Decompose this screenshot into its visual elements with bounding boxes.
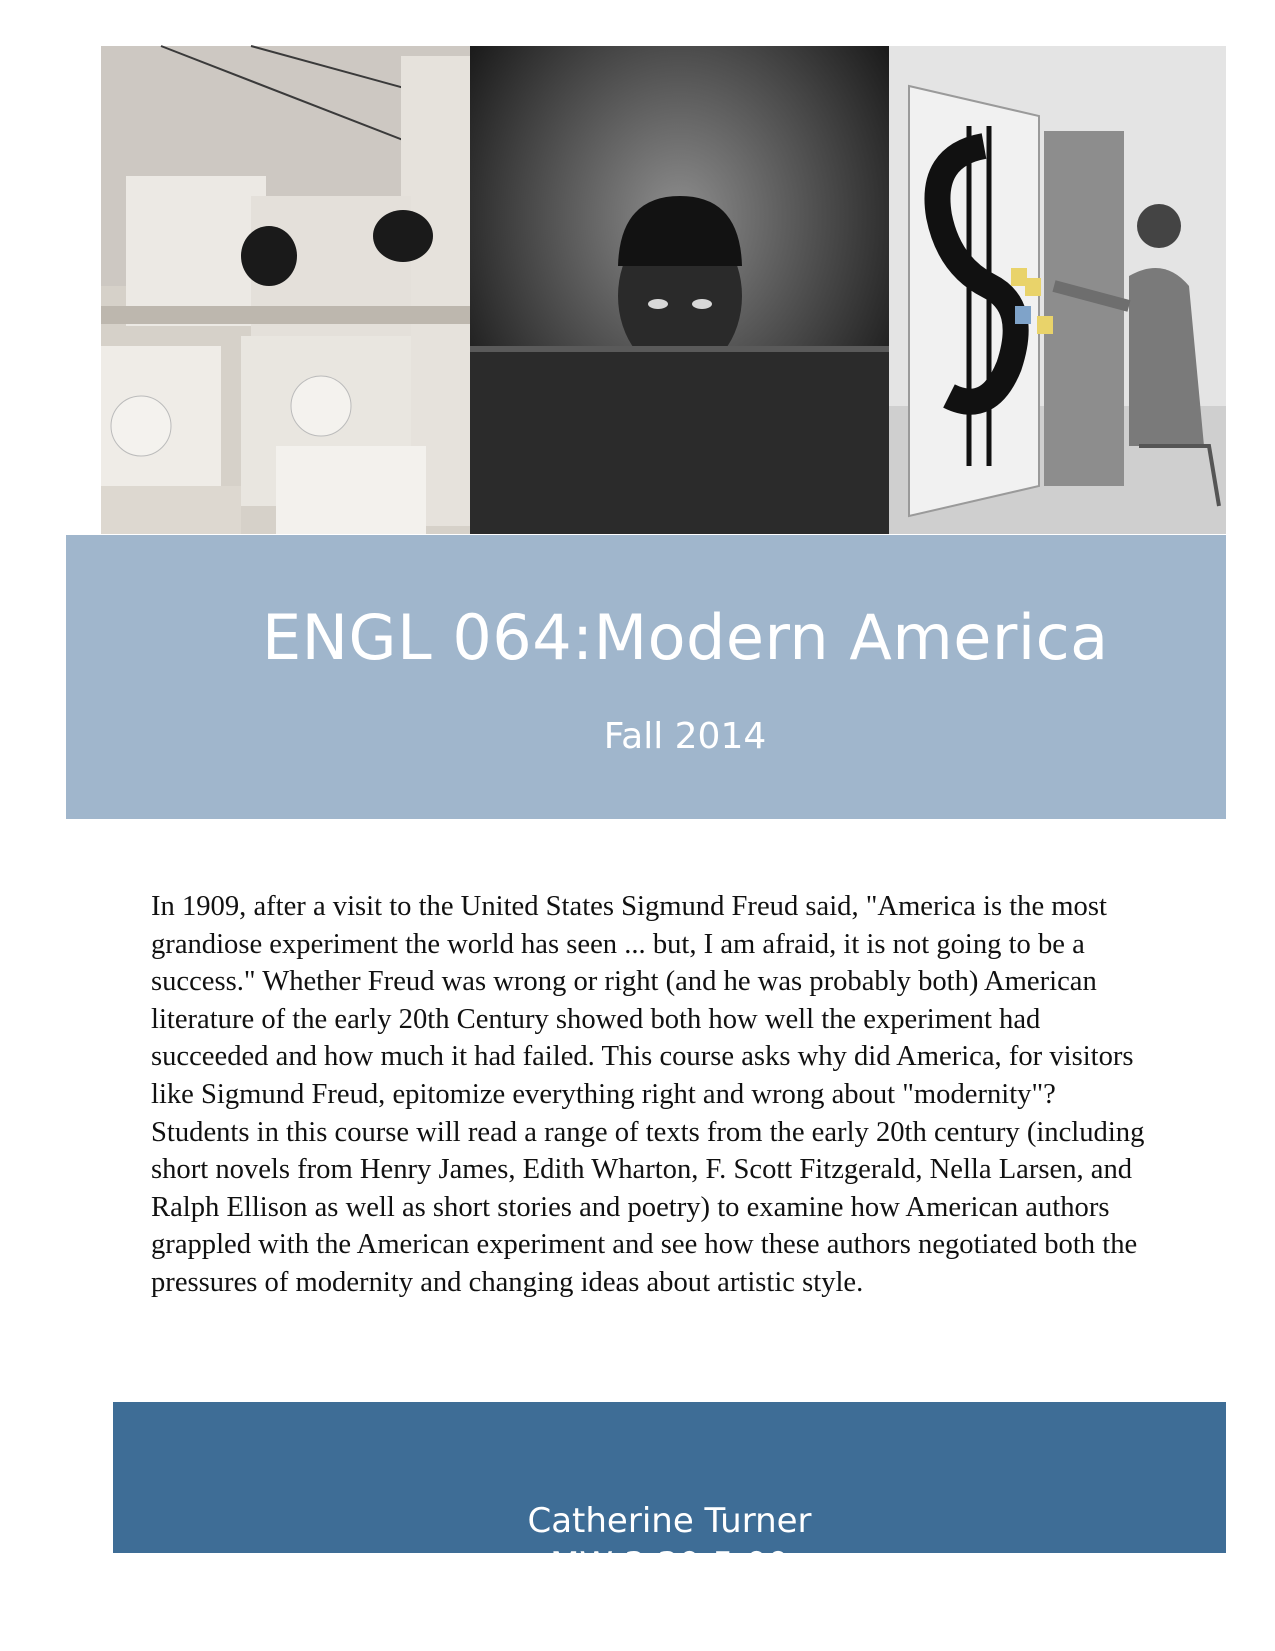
footer-band	[113, 1402, 1226, 1585]
instructor-name: Catherine Turner	[527, 1501, 812, 1541]
class-schedule: MW 3:30-5:00	[550, 1545, 789, 1585]
portrait-photo-image	[470, 46, 889, 534]
gatsby-book-photo-image	[889, 46, 1226, 534]
course-title: ENGL 064:Modern America	[262, 601, 1109, 674]
title-band	[66, 535, 1226, 819]
factory-painting-image	[101, 46, 470, 534]
course-term: Fall 2014	[603, 716, 767, 757]
course-description: In 1909, after a visit to the United States Sigmund Freud said, "America is the most grandiose experiment the world has seen ... but, I am afraid, it is not going to be a success." Whether Freud was wrong or right (and he was probably both) American literature of the early 20th Century showed both how well the experiment had succeeded and how much it had failed. This course asks why did America, for visitors like Sigmund Freud, epitomize everything right and wrong about "modernity"? Students in this course will read a range of texts from the early 20th century (including short novels from Henry James, Edith Wharton, F. Scott Fitzgerald, Nella Larsen, and Ralph Ellison as well as short stories and poetry) to examine how American authors grappled with the American experiment and see how these authors negotiated both the pressures of modernity and changing ideas about artistic style.	[151, 891, 1145, 1298]
